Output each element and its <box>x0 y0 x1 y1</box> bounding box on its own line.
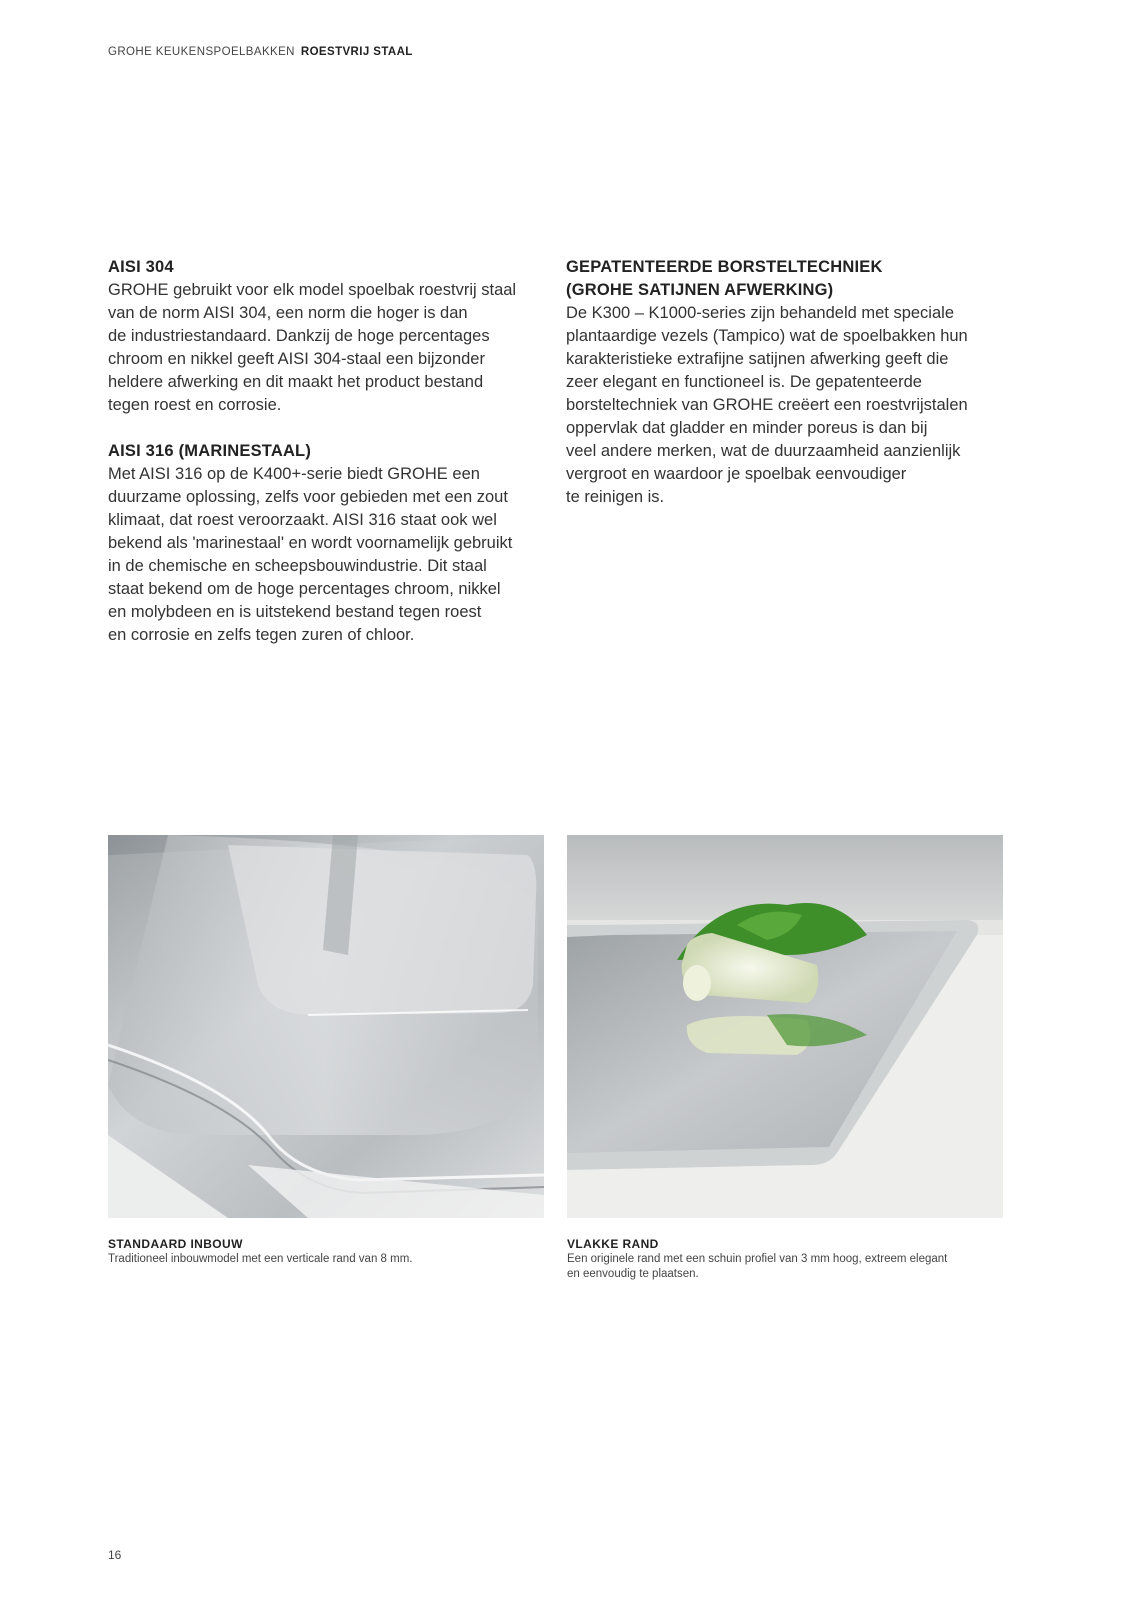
flat-rim-sink-photo <box>567 835 1003 1218</box>
standard-inset-caption <box>108 1236 544 1267</box>
flat-rim-caption-text: Een originele rand met een schuin profiel van 3 mm hoog, extreem elegant en eenvoudig te plaatsen. <box>567 1253 948 1280</box>
standard-inset-caption-text: Traditioneel inbouwmodel met een verticale rand van 8 mm. <box>108 1253 413 1265</box>
header-section: GROHE KEUKENSPOELBAKKEN <box>108 46 295 58</box>
sink-bokchoy-illustration <box>567 835 1003 1218</box>
aisi-316-text: Met AISI 316 op de K400+-serie biedt GROHE een duurzame oplossing, zelfs voor gebieden met een zout klimaat, dat roest veroorzaakt. AISI 316 staat ook wel bekend als 'marinestaal' en wordt voornamelijk gebruikt in de chemische en scheepsbouwindustrie. Dit staal staat bekend om de hoge percentages chroom, nikkel en molybdeen en is uitstekend bestand tegen roest en corrosie en zelfs tegen zuren of chloor. <box>108 465 513 644</box>
brushing-text: De K300 – K1000-series zijn behandeld met speciale plantaardige vezels (Tampico) wat de spoelbakken hun karakteristieke extrafijne satijnen afwerking geeft die zeer elegant en functioneel is. De gepatenteerde borsteltechniek van GROHE creëert een roestvrijstalen oppervlak dat gladder en minder poreus is dan bij veel andere merken, wat de duurzaamheid aanzienlijk vergroot en waardoor je spoelbak eenvoudiger te reinigen is. <box>566 304 968 506</box>
aisi-316-heading: AISI 316 (MARINESTAAL) <box>108 442 312 460</box>
flat-rim-caption-title: VLAKKE RAND <box>567 1237 659 1251</box>
right-text-column <box>566 256 1006 532</box>
header-topic: ROESTVRIJ STAAL <box>300 46 413 58</box>
running-header <box>108 46 413 58</box>
brushing-heading-line1: GEPATENTEERDE BORSTELTECHNIEK <box>566 258 883 276</box>
standard-inset-sink-photo <box>108 835 544 1218</box>
sink-steel-illustration <box>108 835 544 1218</box>
aisi-316-section <box>108 440 548 647</box>
brushing-technique-section <box>566 256 1006 509</box>
page-number: 16 <box>108 1548 122 1562</box>
aisi-304-heading: AISI 304 <box>108 258 174 276</box>
aisi-304-text: GROHE gebruikt voor elk model spoelbak roestvrij staal van de norm AISI 304, een norm die hoger is dan de industriestandaard. Dankzij de hoge percentages chroom en nikkel geeft AISI 304-staal een bijzonder heldere afwerking en dit maakt het product bestand tegen roest en corrosie. <box>108 281 517 414</box>
brushing-heading-line2: (GROHE SATIJNEN AFWERKING) <box>566 281 834 299</box>
standard-inset-caption-title: STANDAARD INBOUW <box>108 1237 243 1251</box>
left-text-column <box>108 256 548 670</box>
flat-rim-caption <box>567 1236 1003 1282</box>
aisi-304-section <box>108 256 548 417</box>
